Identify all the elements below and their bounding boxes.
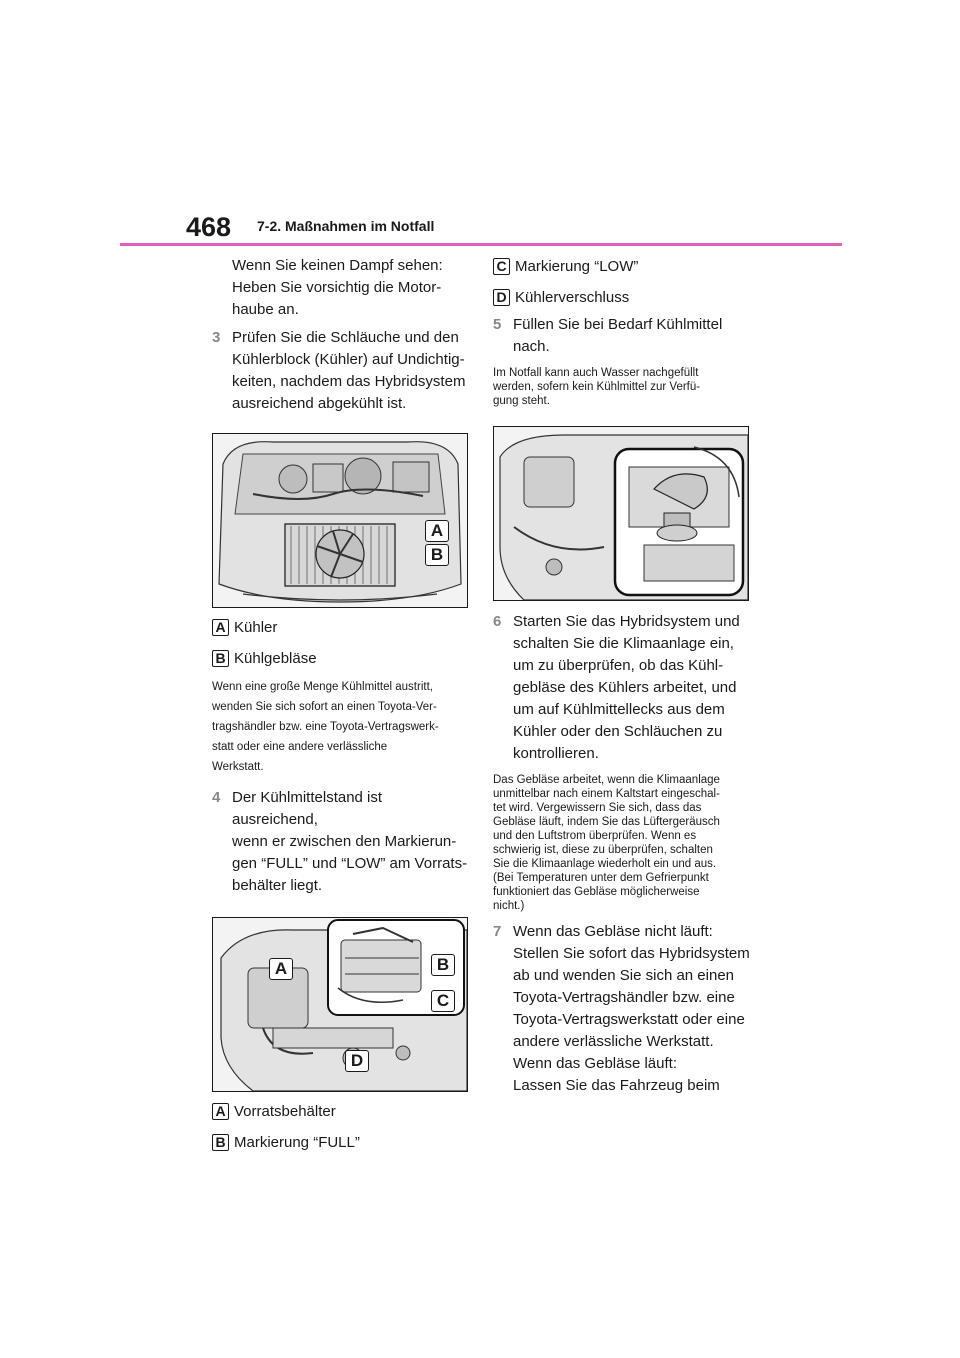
step-6 [493,611,755,765]
text-line: andere verlässliche Werkstatt. [513,1033,714,1050]
step-7 [493,921,755,1097]
page-number: 468 [186,212,232,242]
text-line: nicht.) [493,900,525,912]
note-fan [493,773,755,913]
legend-key: A [212,619,229,636]
legend-text: Vorratsbehälter [234,1102,336,1120]
legend-item [493,255,755,277]
figure-radiator [212,433,468,608]
text-line: Toyota-Vertragswerkstatt oder eine [513,1011,745,1028]
step-number: 7 [493,923,502,940]
text-line: Gebläse läuft, indem Sie das Lüftergeräusch [493,816,720,828]
legend-continued [493,255,755,308]
figure-label-c: C [431,990,455,1012]
text-line: Das Gebläse arbeitet, wenn die Klimaanlage [493,774,720,786]
intro-text [212,255,470,321]
step-number: 6 [493,613,502,630]
text-line: um auf Kühlmittellecks aus dem [513,701,725,718]
text-line: wenn er zwischen den Markierun- [232,833,457,850]
text-line: ausreichend abgekühlt ist. [232,395,407,412]
text-line: Kühlerblock (Kühler) auf Undichtig- [232,351,465,368]
section-title: 7-2. Maßnahmen im Notfall [257,218,435,234]
text-line: werden, sofern kein Kühlmittel zur Verfü- [493,381,701,393]
text-line: Füllen Sie bei Bedarf Kühlmittel [513,316,723,333]
step-4 [212,787,470,897]
text-line: unmittelbar nach einem Kaltstart eingeschal- [493,788,720,800]
text-line: um zu überprüfen, ob das Kühl- [513,657,724,674]
note-water [493,366,755,408]
legend-text: Kühlgebläse [234,649,317,667]
legend-item [212,647,470,669]
reservoir-illustration [213,918,467,1091]
text-line: Wenn Sie keinen Dampf sehen: [232,257,443,274]
text-line: tragshändler bzw. eine Toyota-Vertragswerk- [212,721,439,733]
header-rule [120,243,842,246]
text-line: statt oder eine andere verlässliche [212,741,388,753]
step-5 [493,314,755,358]
legend-item [212,616,470,638]
text-line: kontrollieren. [513,745,599,762]
legend-key: C [493,258,510,275]
legend-item [212,1131,470,1153]
text-line: tet wird. Vergewissern Sie sich, dass das [493,802,702,814]
figure-label-a: A [425,520,449,542]
legend-key: A [212,1103,229,1120]
text-line: nach. [513,338,550,355]
legend-text: Markierung “FULL” [234,1133,360,1151]
text-line: Sie die Klimaanlage wiederholt ein und aus. [493,858,717,870]
legend-key: D [493,289,510,306]
text-line: Lassen Sie das Fahrzeug beim [513,1077,720,1094]
step-number: 4 [212,789,221,806]
text-line: Stellen Sie sofort das Hybridsystem [513,945,750,962]
legend-text: Kühler [234,618,278,636]
legend-text: Kühlerverschluss [515,288,630,306]
left-column [212,255,470,1153]
radiator-cap-illustration [494,427,748,600]
text-line: funktioniert das Gebläse möglicherweise [493,886,700,898]
step-number: 3 [212,329,221,346]
text-line: (Bei Temperaturen unter dem Gefrierpunkt [493,872,709,884]
text-line: Wenn eine große Menge Kühlmittel austritt, [212,681,433,693]
text-line: Kühler oder den Schläuchen zu [513,723,723,740]
note-leak [212,677,470,777]
text-line: Toyota-Vertragshändler bzw. eine [513,989,735,1006]
right-column [493,255,755,1097]
legend-key: B [212,650,229,667]
text-line: Starten Sie das Hybridsystem und [513,613,740,630]
text-line: gung steht. [493,395,550,407]
text-line: Heben Sie vorsichtig die Motor- [232,279,442,296]
text-line: Wenn das Gebläse nicht läuft: [513,923,713,940]
text-line: behälter liegt. [232,877,323,894]
text-line: Wenn das Gebläse läuft: [513,1055,677,1072]
figure-reservoir [212,917,468,1092]
text-line: wenden Sie sich sofort an einen Toyota-Ver- [212,701,437,713]
legend-key: B [212,1134,229,1151]
figure-label-b: B [431,954,455,976]
text-line: schalten Sie die Klimaanlage ein, [513,635,734,652]
legend-radiator [212,616,470,669]
text-line: gebläse des Kühlers arbeitet, und [513,679,737,696]
figure-label-a: A [269,958,293,980]
text-line: Werkstatt. [212,761,264,773]
text-line: Prüfen Sie die Schläuche und den [232,329,459,346]
text-line: gen “FULL” und “LOW” am Vorrats- [232,855,468,872]
step-3 [212,327,470,415]
text-line: Der Kühlmittelstand ist ausreichend, [232,789,383,828]
legend-item [493,286,755,308]
text-line: haube an. [232,301,299,318]
legend-text: Markierung “LOW” [515,257,639,275]
step-number: 5 [493,316,502,333]
legend-reservoir [212,1100,470,1153]
figure-label-d: D [345,1050,369,1072]
text-line: keiten, nachdem das Hybridsystem [232,373,466,390]
text-line: und den Luftstrom überprüfen. Wenn es [493,830,697,842]
figure-label-b: B [425,544,449,566]
text-line: Im Notfall kann auch Wasser nachgefüllt [493,367,699,379]
figure-radiator-cap [493,426,749,601]
text-line: schwierig ist, diese zu überprüfen, schalten [493,844,713,856]
legend-item [212,1100,470,1122]
text-line: ab und wenden Sie sich an einen [513,967,735,984]
